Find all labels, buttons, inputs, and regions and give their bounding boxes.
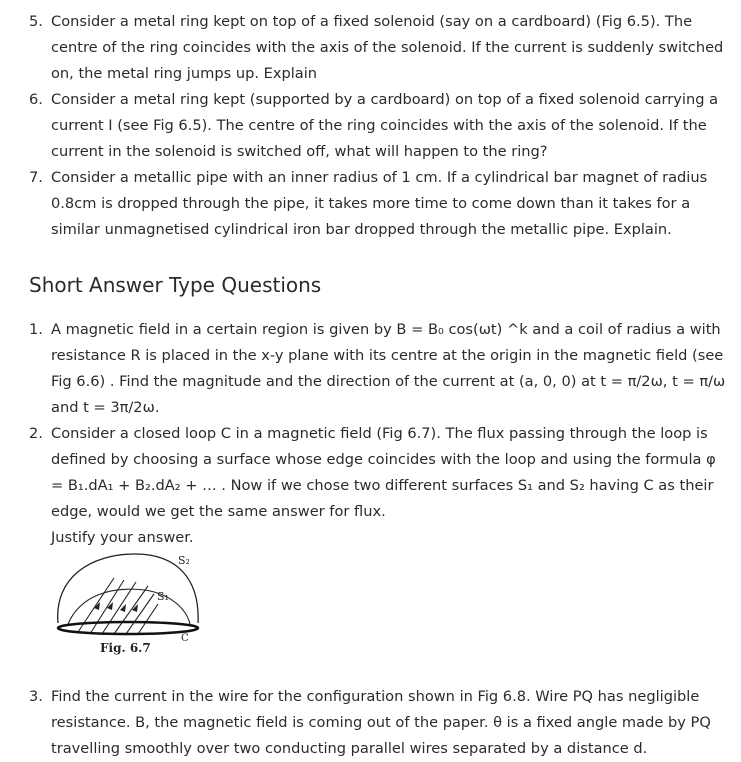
question-number: 7.	[29, 169, 43, 186]
question-5	[0, 9, 741, 87]
question-text: Consider a metal ring kept on top of a fixed solenoid (say on a cardboard) (Fig 6.5). The centre of the ring coincides with the axis of the solenoid. If the current is suddenly switched on, the metal ring jumps up. Explain	[51, 13, 724, 82]
section-heading: Short Answer Type Questions	[29, 273, 322, 297]
field-lines	[78, 578, 158, 634]
question-number: 2.	[29, 425, 43, 442]
question-text: Consider a closed loop C in a magnetic field (Fig 6.7). The flux passing through the loop is defined by choosing a surface whose edge coincides with the loop and using the formula φ = B₁.dA₁ + B₂.dA₂ + … . Now if we chose two different surfaces S₁ and S₂ having C as their edge, would we get the same answer for flux.	[51, 425, 716, 520]
figure-caption: Fig. 6.7	[100, 641, 151, 655]
earlier-questions-list	[0, 9, 741, 243]
label-c: C	[181, 633, 189, 644]
field-arrows	[94, 602, 138, 612]
label-s1: S₁	[157, 590, 169, 603]
short-question-1	[0, 317, 741, 421]
question-number: 1.	[29, 321, 43, 338]
short-answer-list	[0, 317, 741, 551]
question-number: 3.	[29, 688, 43, 705]
question-number: 6.	[29, 91, 43, 108]
question-text: Consider a metallic pipe with an inner radius of 1 cm. If a cylindrical bar magnet of radius 0.8cm is dropped through the pipe, it takes more time to come down than it takes for a similar unmagnetised cylindrical iron bar dropped through the metallic pipe. Explain.	[51, 169, 708, 238]
question-number: 5.	[29, 13, 43, 30]
question-6	[0, 87, 741, 165]
question-7	[0, 165, 741, 243]
short-question-2	[0, 421, 741, 551]
loop-c-outline	[58, 622, 198, 634]
question-justify-text: Justify your answer.	[51, 529, 194, 546]
short-question-3	[0, 684, 741, 762]
question-text: A magnetic field in a certain region is given by B = B₀ cos(ωt) ^k and a coil of radius a with resistance R is placed in the x-y plane with its centre at the origin in the magnetic field (see Fig 6.6) . Find the magnitude and the direction of the current at (a, 0, 0) at t = π/2ω, t = π/ω and t = 3π/2ω.	[51, 321, 726, 416]
question-text: Find the current in the wire for the configuration shown in Fig 6.8. Wire PQ has negligible resistance. B, the magnetic field is coming out of the paper. θ is a fixed angle made by PQ travelling smoothly over two conducting parallel wires separated by a distance d.	[51, 688, 711, 757]
question-text: Consider a metal ring kept (supported by a cardboard) on top of a fixed solenoid carrying a current I (see Fig 6.5). The centre of the ring coincides with the axis of the solenoid. If the current in the solenoid is switched off, what will happen to the ring?	[51, 91, 719, 160]
short-answer-list-continued	[0, 684, 741, 762]
label-s2: S₂	[178, 554, 190, 567]
